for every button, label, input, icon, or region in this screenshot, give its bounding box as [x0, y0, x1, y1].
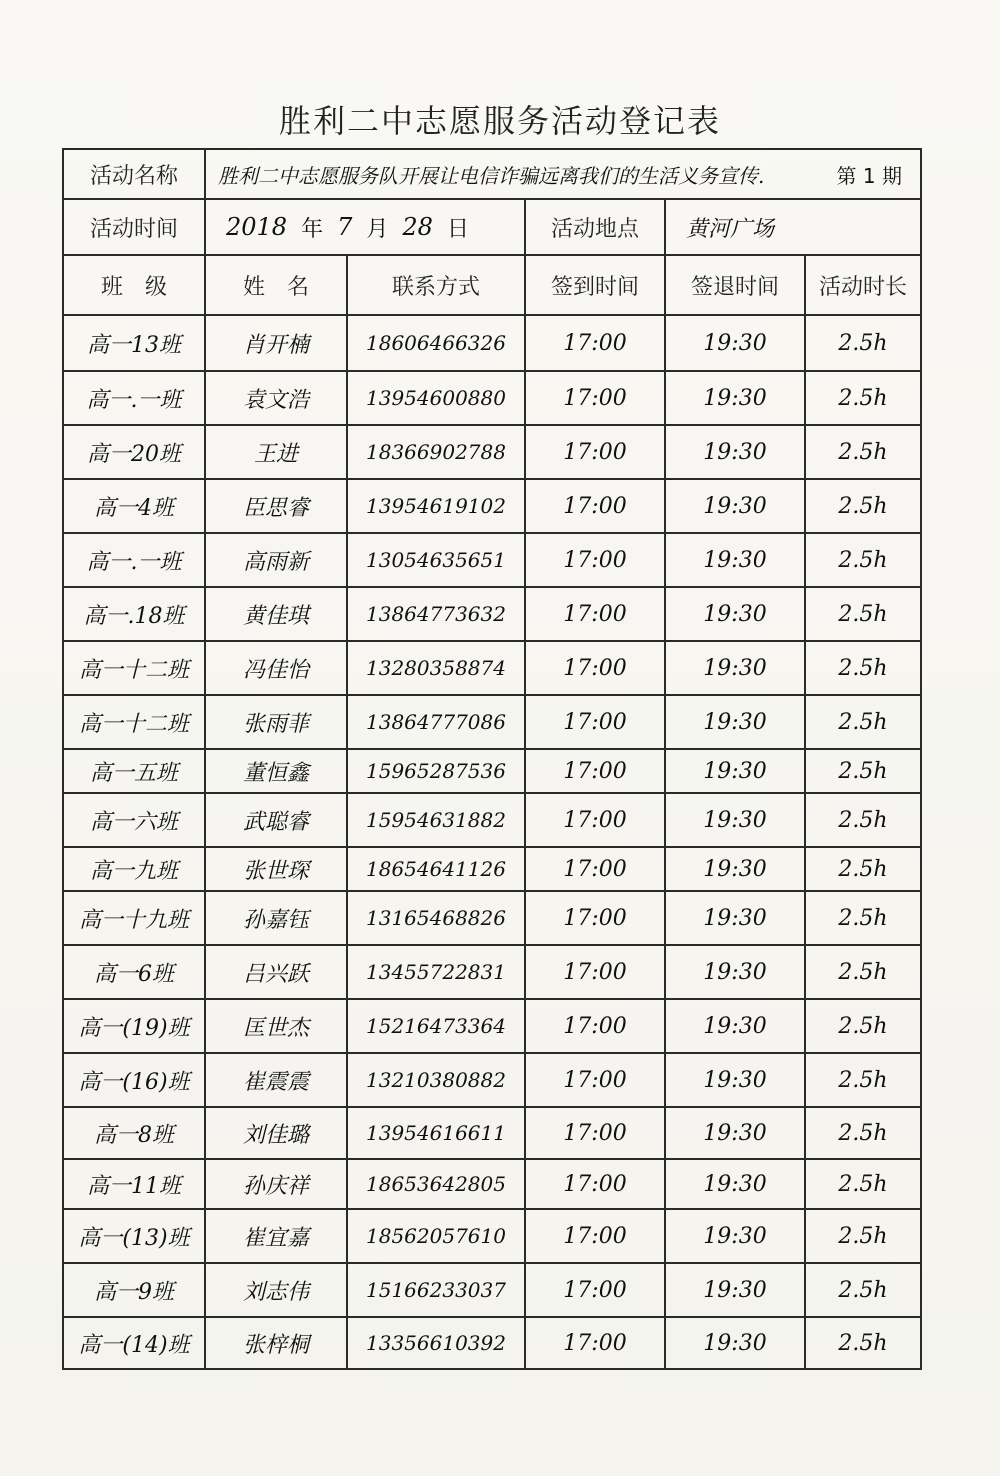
checkout-cell: 19:30 [666, 1108, 806, 1158]
checkout-cell: 19:30 [666, 946, 806, 998]
activity-place-value: 黄河广场 [686, 216, 775, 242]
table-row [64, 1054, 920, 1108]
table-row [64, 848, 920, 892]
duration-cell: 2.5h [838, 655, 888, 681]
table-row [64, 696, 920, 750]
class-cell: 高一六班 [64, 794, 206, 846]
phone-cell: 13455722831 [348, 946, 526, 998]
header-class: 班 级 [64, 256, 206, 314]
duration-cell: 2.5h [838, 439, 888, 465]
class-cell: 高一(14)班 [64, 1318, 206, 1368]
checkout-cell: 19:30 [666, 642, 806, 694]
duration-cell: 2.5h [838, 758, 888, 784]
class-cell: 高一十二班 [64, 642, 206, 694]
form-title: 胜利二中志愿服务活动登记表 [278, 102, 721, 140]
table-header-row [64, 256, 920, 316]
table-row [64, 1210, 920, 1264]
table-row [64, 1264, 920, 1318]
activity-name-label: 活动名称 [64, 150, 206, 198]
phone-cell: 18654641126 [348, 848, 526, 890]
duration-cell: 2.5h [838, 1277, 888, 1303]
duration-cell: 2.5h [838, 330, 888, 356]
name-cell: 袁文浩 [206, 372, 348, 424]
checkout-cell: 19:30 [666, 892, 806, 944]
phone-cell: 13356610392 [348, 1318, 526, 1368]
checkout-cell: 19:30 [666, 1000, 806, 1052]
checkin-cell: 17:00 [526, 588, 666, 640]
class-cell: 高一五班 [64, 750, 206, 792]
phone-cell: 18562057610 [348, 1210, 526, 1262]
checkout-cell: 19:30 [666, 750, 806, 792]
duration-cell: 2.5h [838, 547, 888, 573]
name-cell: 王进 [206, 426, 348, 478]
phone-cell: 13210380882 [348, 1054, 526, 1106]
table-row [64, 642, 920, 696]
class-cell: 高一11班 [64, 1160, 206, 1208]
phone-cell: 15965287536 [348, 750, 526, 792]
checkout-cell: 19:30 [666, 316, 806, 370]
duration-cell: 2.5h [838, 601, 888, 627]
phone-cell: 13165468826 [348, 892, 526, 944]
checkout-cell: 19:30 [666, 1210, 806, 1262]
checkin-cell: 17:00 [526, 1318, 666, 1368]
duration-cell: 2.5h [838, 1171, 888, 1197]
header-checkin: 签到时间 [526, 256, 666, 314]
checkin-cell: 17:00 [526, 1108, 666, 1158]
duration-cell: 2.5h [838, 1013, 888, 1039]
table-row [64, 372, 920, 426]
phone-cell: 18653642805 [348, 1160, 526, 1208]
name-cell: 武聪睿 [206, 794, 348, 846]
checkin-cell: 17:00 [526, 946, 666, 998]
class-cell: 高一(16)班 [64, 1054, 206, 1106]
checkin-cell: 17:00 [526, 534, 666, 586]
checkin-cell: 17:00 [526, 1000, 666, 1052]
class-cell: 高一(13)班 [64, 1210, 206, 1262]
class-cell: 高一20班 [64, 426, 206, 478]
class-cell: 高一.18班 [64, 588, 206, 640]
table-body [64, 316, 920, 1368]
checkout-cell: 19:30 [666, 1160, 806, 1208]
checkin-cell: 17:00 [526, 892, 666, 944]
header-checkout: 签退时间 [666, 256, 806, 314]
month-label: 月 [366, 216, 389, 242]
duration-cell: 2.5h [838, 905, 888, 931]
name-cell: 孙嘉钰 [206, 892, 348, 944]
activity-time-row [64, 200, 920, 256]
class-cell: 高一8班 [64, 1108, 206, 1158]
phone-cell: 13864777086 [348, 696, 526, 748]
name-cell: 高雨新 [206, 534, 348, 586]
phone-cell: 13864773632 [348, 588, 526, 640]
activity-place-label: 活动地点 [526, 200, 666, 254]
name-cell: 匡世杰 [206, 1000, 348, 1052]
checkin-cell: 17:00 [526, 750, 666, 792]
table-row [64, 946, 920, 1000]
name-cell: 张世琛 [206, 848, 348, 890]
name-cell: 崔宜嘉 [206, 1210, 348, 1262]
checkin-cell: 17:00 [526, 480, 666, 532]
class-cell: 高一九班 [64, 848, 206, 890]
checkout-cell: 19:30 [666, 372, 806, 424]
duration-cell: 2.5h [838, 709, 888, 735]
header-name: 姓 名 [206, 256, 348, 314]
table-row [64, 1108, 920, 1160]
class-cell: 高一4班 [64, 480, 206, 532]
checkout-cell: 19:30 [666, 794, 806, 846]
class-cell: 高一(19)班 [64, 1000, 206, 1052]
name-cell: 刘佳璐 [206, 1108, 348, 1158]
checkin-cell: 17:00 [526, 1210, 666, 1262]
phone-cell: 15216473364 [348, 1000, 526, 1052]
class-cell: 高一9班 [64, 1264, 206, 1316]
duration-cell: 2.5h [838, 856, 888, 882]
name-cell: 臣思睿 [206, 480, 348, 532]
header-duration: 活动时长 [818, 274, 907, 300]
duration-cell: 2.5h [838, 1330, 888, 1356]
checkin-cell: 17:00 [526, 848, 666, 890]
date-year: 2018 [226, 213, 288, 241]
checkout-cell: 19:30 [666, 480, 806, 532]
checkout-cell: 19:30 [666, 534, 806, 586]
registration-form [62, 148, 922, 1370]
checkout-cell: 19:30 [666, 426, 806, 478]
duration-cell: 2.5h [838, 1223, 888, 1249]
duration-cell: 2.5h [838, 1067, 888, 1093]
class-cell: 高一.一班 [64, 372, 206, 424]
checkin-cell: 17:00 [526, 794, 666, 846]
checkin-cell: 17:00 [526, 1054, 666, 1106]
class-cell: 高一.一班 [64, 534, 206, 586]
name-cell: 董恒鑫 [206, 750, 348, 792]
year-label: 年 [301, 216, 324, 242]
name-cell: 刘志伟 [206, 1264, 348, 1316]
activity-name-row [64, 150, 920, 200]
checkin-cell: 17:00 [526, 1160, 666, 1208]
phone-cell: 13954619102 [348, 480, 526, 532]
checkin-cell: 17:00 [526, 1264, 666, 1316]
date-day: 28 [402, 213, 433, 241]
table-row [64, 1160, 920, 1210]
checkin-cell: 17:00 [526, 642, 666, 694]
duration-cell: 2.5h [838, 959, 888, 985]
class-cell: 高一13班 [64, 316, 206, 370]
table-row [64, 534, 920, 588]
duration-cell: 2.5h [838, 493, 888, 519]
phone-cell: 13954616611 [348, 1108, 526, 1158]
activity-name-value [206, 150, 920, 198]
table-row [64, 1000, 920, 1054]
table-row [64, 588, 920, 642]
phone-cell: 18366902788 [348, 426, 526, 478]
checkout-cell: 19:30 [666, 1318, 806, 1368]
checkin-cell: 17:00 [526, 696, 666, 748]
duration-cell: 2.5h [838, 385, 888, 411]
checkout-cell: 19:30 [666, 696, 806, 748]
phone-cell: 15954631882 [348, 794, 526, 846]
table-row [64, 480, 920, 534]
name-cell: 黄佳琪 [206, 588, 348, 640]
activity-date-value [206, 200, 526, 254]
class-cell: 高一十九班 [64, 892, 206, 944]
phone-cell: 13280358874 [348, 642, 526, 694]
phone-cell: 18606466326 [348, 316, 526, 370]
header-phone: 联系方式 [348, 256, 526, 314]
duration-cell: 2.5h [838, 807, 888, 833]
table-row [64, 892, 920, 946]
duration-cell: 2.5h [838, 1120, 888, 1146]
issue-number: 第 1 期 [836, 163, 902, 188]
name-cell: 冯佳怡 [206, 642, 348, 694]
checkin-cell: 17:00 [526, 372, 666, 424]
name-cell: 肖开楠 [206, 316, 348, 370]
day-label: 日 [446, 216, 469, 242]
table-row [64, 750, 920, 794]
phone-cell: 13954600880 [348, 372, 526, 424]
table-row [64, 794, 920, 848]
checkout-cell: 19:30 [666, 848, 806, 890]
name-cell: 孙庆祥 [206, 1160, 348, 1208]
name-cell: 张梓桐 [206, 1318, 348, 1368]
class-cell: 高一十二班 [64, 696, 206, 748]
checkout-cell: 19:30 [666, 1054, 806, 1106]
phone-cell: 15166233037 [348, 1264, 526, 1316]
activity-time-label: 活动时间 [64, 200, 206, 254]
name-cell: 吕兴跃 [206, 946, 348, 998]
phone-cell: 13054635651 [348, 534, 526, 586]
class-cell: 高一6班 [64, 946, 206, 998]
table-row [64, 316, 920, 372]
name-cell: 崔震震 [206, 1054, 348, 1106]
table-row [64, 426, 920, 480]
name-cell: 张雨菲 [206, 696, 348, 748]
checkin-cell: 17:00 [526, 426, 666, 478]
checkout-cell: 19:30 [666, 588, 806, 640]
activity-name-text: 胜利二中志愿服务队开展让电信诈骗远离我们的生活义务宣传. [218, 163, 765, 188]
checkout-cell: 19:30 [666, 1264, 806, 1316]
checkin-cell: 17:00 [526, 316, 666, 370]
table-row [64, 1318, 920, 1368]
date-month: 7 [337, 213, 353, 241]
